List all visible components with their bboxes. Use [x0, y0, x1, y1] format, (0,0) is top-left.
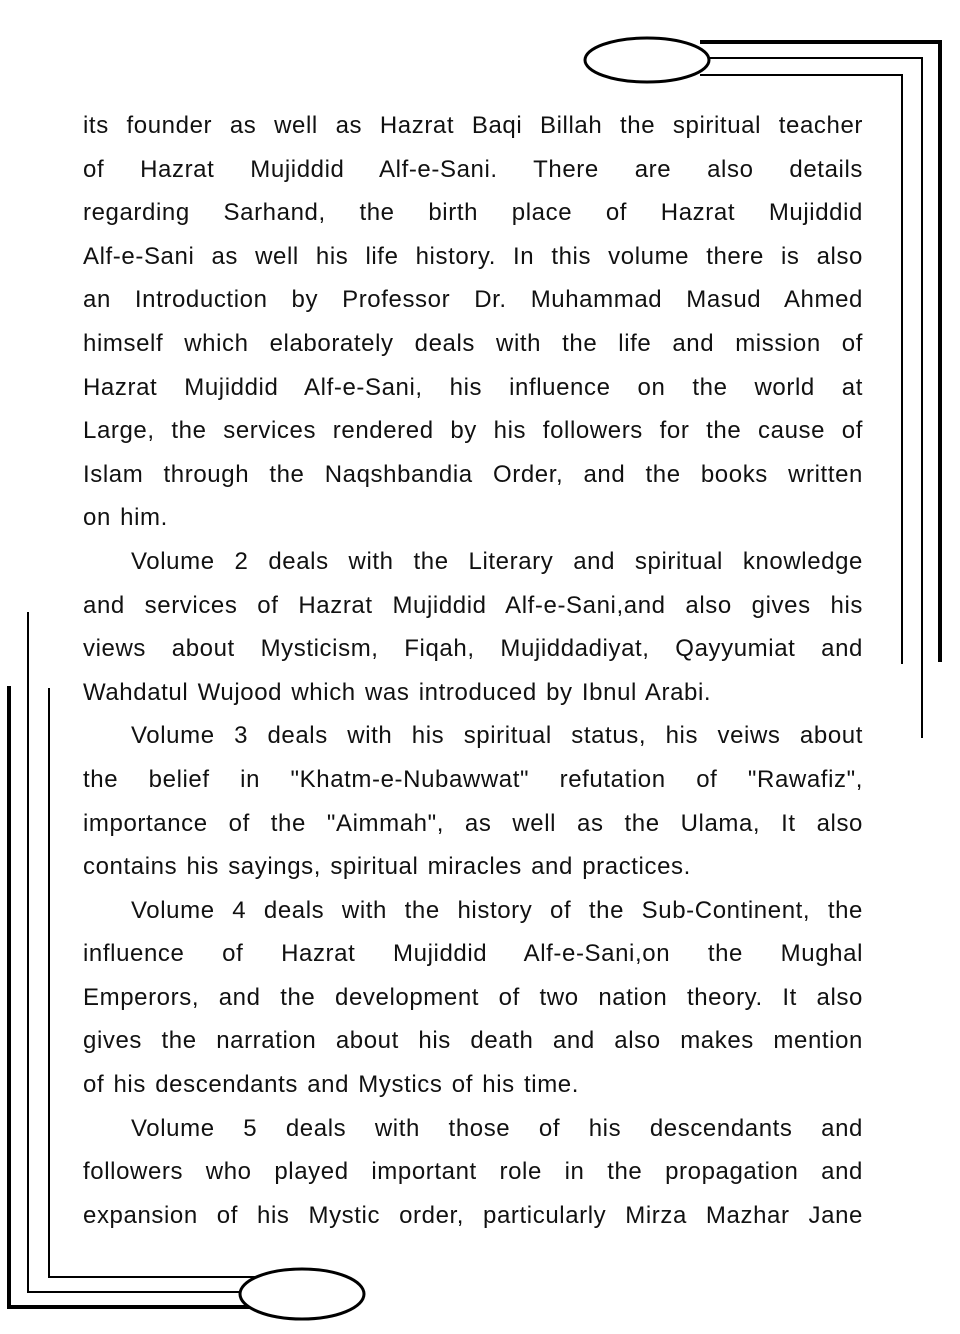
text-line: of his descendants and Mystics of his time.: [83, 1071, 580, 1099]
text-line: contains his sayings, spiritual miracles and practices.: [83, 853, 691, 881]
text-line: Alf-e-Sani as well his life history. In this volume there is also: [83, 242, 863, 270]
text-line: himself which elaborately deals with the life and mission of: [83, 329, 863, 357]
text-line: Volume 3 deals with his spiritual status, his veiws about: [131, 722, 863, 750]
text-line: of Hazrat Mujiddid Alf-e-Sani. There are also details: [83, 155, 863, 183]
text-line: expansion of his Mystic order, particularly Mirza Mazhar Jane: [83, 1201, 863, 1229]
text-line: regarding Sarhand, the birth place of Hazrat Mujiddid: [83, 199, 863, 227]
text-line: Large, the services rendered by his followers for the cause of: [83, 417, 863, 445]
top-ornament-oval: [585, 38, 709, 82]
text-line: Volume 5 deals with those of his descendants and: [131, 1114, 863, 1142]
text-line: its founder as well as Hazrat Baqi Billah the spiritual teacher: [83, 112, 863, 139]
text-line: influence of Hazrat Mujiddid Alf-e-Sani,on the Mughal: [83, 940, 863, 968]
text-line: Wahdatul Wujood which was introduced by Ibnul Arabi.: [83, 678, 712, 706]
text-line: followers who played important role in the propagation and: [83, 1158, 863, 1186]
text-line: Islam through the Naqshbandia Order, and the books written: [83, 460, 863, 488]
body-text: [83, 108, 863, 1241]
bottom-ornament-oval: [240, 1269, 364, 1319]
text-line: the belief in "Khatm-e-Nubawwat" refutation of "Rawafiz",: [83, 765, 863, 793]
text-line: on him.: [83, 504, 168, 532]
text-line: an Introduction by Professor Dr. Muhammad Masud Ahmed: [83, 286, 863, 314]
text-line: Hazrat Mujiddid Alf-e-Sani, his influence on the world at: [83, 373, 863, 401]
text-line: Volume 4 deals with the history of the Sub-Continent, the: [131, 896, 863, 924]
text-line: and services of Hazrat Mujiddid Alf-e-Sani,and also gives his: [83, 591, 863, 619]
text-line: gives the narration about his death and also makes mention: [83, 1027, 863, 1055]
text-line: importance of the "Aimmah", as well as the Ulama, It also: [83, 809, 863, 837]
text-line: views about Mysticism, Fiqah, Mujiddadiyat, Qayyumiat and: [83, 635, 863, 663]
text-line: Emperors, and the development of two nation theory. It also: [83, 983, 863, 1011]
text-line: Volume 2 deals with the Literary and spiritual knowledge: [131, 547, 863, 575]
